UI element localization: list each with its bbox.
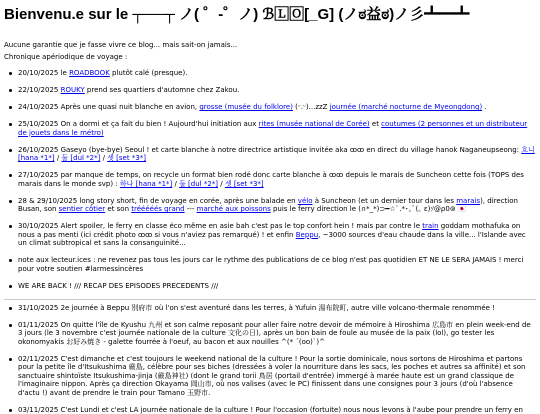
chronicle-entry: [8, 120, 536, 137]
entry-text: ), direction Busan, son: [18, 197, 518, 214]
hani-link[interactable]: 흐니: [521, 146, 535, 154]
announcement-entry: [8, 282, 536, 291]
entry-text: à Suncheon (et un dernier tour dans les: [312, 197, 456, 205]
entry-text: 24/10/2025 Après une quasi nuit blanche en avion,: [18, 103, 199, 111]
entry-text: puis le ferry direction le (∩*_*)⊃━☆ﾟ.*･｡ﾟ(｡ ε)ｿ@ρ0⊚ 🇯🇵: [271, 205, 467, 213]
entry-text: .: [482, 103, 486, 111]
chronicle-entry: [8, 69, 536, 78]
dul-2-link[interactable]: 둘 [dul *2*]: [61, 154, 100, 162]
set-3-link[interactable]: 셋 [set *3*]: [107, 154, 146, 162]
fish-market-link[interactable]: marché aux poissons: [197, 205, 271, 213]
tres-grand-link[interactable]: trééééés grand: [131, 205, 184, 213]
recap-entry: [8, 304, 536, 313]
entry-text: 20/10/2025 le: [18, 69, 69, 77]
intro-disclaimer: Aucune garantie que je fasse vivre ce blog... mais sait-on jamais...: [4, 41, 536, 50]
entry-text: 03/11/2025 C'est Lundi et c'est LA journée nationale de la culture ! Pour l'occasion (fortuite) nous nous levons à l'aube pour prendre un ferry en: [18, 406, 523, 414]
entry-text: ---: [185, 205, 197, 213]
entry-text: 27/10/2025 par manque de temps, on recycle un format bien rodé donc carte blanche à ꝏꝏ depuis le marais de Suncheon cette fois (TOPS des marais dans le monde svp) :: [18, 171, 524, 188]
entry-text: (ᵕ.ᵕ)...zzZ: [293, 103, 330, 111]
announcements-list: [4, 256, 536, 290]
folklore-museum-link[interactable]: grosse (musée du folklore): [199, 103, 293, 111]
entry-text: /: [218, 180, 225, 188]
velo-link[interactable]: vélo: [298, 197, 313, 205]
dul-2b-link[interactable]: 둘 [dul *2*]: [179, 180, 218, 188]
national-museum-korea-link[interactable]: rites (musée national de Corée): [259, 120, 370, 128]
entry-text: 28 & 29/10/2025 long story short, fin de voyage en corée, après une balade en: [18, 197, 298, 205]
entry-text: 22/10/2025: [18, 86, 61, 94]
recap-separator: [4, 299, 536, 300]
recap-entry: [8, 406, 536, 414]
page-title: Bienvenu.e sur le ┬──┬ ノ( ゜-゜ノ) ℬ🄻🄾[_G] (ノಠ益ಠ)ノ彡┻━┻: [4, 6, 536, 24]
myeongdong-market-link[interactable]: journée (marché nocturne de Myeongdong): [330, 103, 483, 111]
hana-1-link[interactable]: [hana *1*]: [18, 154, 55, 162]
recap-entry: [8, 321, 536, 347]
entry-text: 25/10/2025 On a dormi et ça fait du bien ! Aujourd'hui initiation aux: [18, 120, 259, 128]
marais-link[interactable]: marais: [456, 197, 480, 205]
train-link[interactable]: train: [422, 222, 438, 230]
chronicle-entry: [8, 222, 536, 248]
hana-1b-link[interactable]: 하나 [hana *1*]: [120, 180, 172, 188]
recap-list: [4, 304, 536, 414]
metro-toys-link[interactable]: coutumes (2 personnes et un distributeur de jouets dans le métro): [18, 120, 527, 137]
entry-text: 02/11/2025 C'est dimanche et c'est toujours le weekend national de la culture ! Pour la sortie dominicale, nous sortons de Hiroshima et partons pour la petite île d'Itsukushima 厳島, célèbre pour ses biches (dressées à voler la nourriture dans les sacs, les poches et autres sa affinité) et son sanctuaire shintoïste Itsukushima-jinja (厳島神社) (dont le grand torii 鳥居 (portail d'entrée) immergé à marée haute est un grand classique de l'imaginaire nippon. Après ça direction Okayama 岡山市, où nos valises (avec le PC) finissent dans une consignes pour 3 jours (d'où l'absence d'actu !) avant de prendre le train pour Tamano 玉野市.: [18, 355, 525, 397]
chronicle-entry: [8, 146, 536, 163]
entry-text: , ~3000 sources d'eau chaude dans la ville... l'Islande avec un climat subtropical et sans la consanguinité...: [18, 231, 526, 248]
entries-list: [4, 69, 536, 248]
entry-text: 31/10/2025 2e journée à Beppu 別府市 où l'on s'est aventuré dans les terres, à Yufuin 湯布院町, autre ville volcano-thermale renommée !: [18, 304, 495, 312]
chronicle-entry: [8, 103, 536, 112]
entry-text: et son: [105, 205, 131, 213]
chronicle-entry: [8, 197, 536, 214]
entry-text: et: [370, 120, 382, 128]
page: [0, 6, 540, 411]
recap-entry: [8, 355, 536, 398]
entry-text: /: [172, 180, 179, 188]
entry-text: /: [100, 154, 107, 162]
chronicle-entry: [8, 171, 536, 188]
sentier-cotier-link[interactable]: sentier côtier: [59, 205, 106, 213]
entry-text: 30/10/2025 Alert spoiler, le ferry en classe éco même en asie bah c'est pas le top confort hein ! mais par contre le: [18, 222, 422, 230]
roadbook-link[interactable]: ROADBOOK: [69, 69, 110, 77]
entry-text: prend ses quartiers d'automne chez Zakou.: [85, 86, 240, 94]
entry-text: 26/10/2025 Gaseyo (bye-bye) Seoul ! et carte blanche à notre directrice artistique invitée aka ꝏꝏ en direct du village hanok Naganeupseong:: [18, 146, 521, 154]
entry-text: goddam mothafuka on nous a pas menti (ici crédit photo ꝏꝏ si vous n'aviez pas remarqué) ! et enfin: [18, 222, 520, 239]
beppu-link[interactable]: Beppu: [296, 231, 318, 239]
set-3b-link[interactable]: 셋 [set *3*]: [225, 180, 264, 188]
entry-text: /: [55, 154, 62, 162]
entry-text: plutôt calé (presque).: [110, 69, 188, 77]
entry-text: note aux lecteur.ices : ne revenez pas tous les jours car le rythme des publications de ce blog n'est pas quotidien ET NE LE SERA JAMAIS ! merci pour votre soutien #larmessincères: [18, 256, 523, 273]
entry-text: WE ARE BACK ! /// RECAP DES EPISODES PRECEDENTS ///: [18, 282, 218, 290]
announcement-entry: [8, 256, 536, 273]
entry-text: 01/11/2025 On quitte l'île de Kyushu 九州 et son calme reposant pour aller faire notre devoir de mémoire à Hiroshima 広島市 en plein week-end de 3 jours (le 3 novembre c'est journée nationale de la culture 文化の日), après un bon bain de foule au musée de la paix (lol), go tester les okonomyakis お好み焼き - galette fourrée à l'oeuf, au bacon et aux nouilles ^(* ´(oo)`)^: [18, 321, 531, 346]
rouky-link[interactable]: ROUKY: [61, 86, 85, 94]
chronicle-entry: [8, 86, 536, 95]
intro-chronicle-heading: Chronique apériodique de voyage :: [4, 53, 536, 62]
